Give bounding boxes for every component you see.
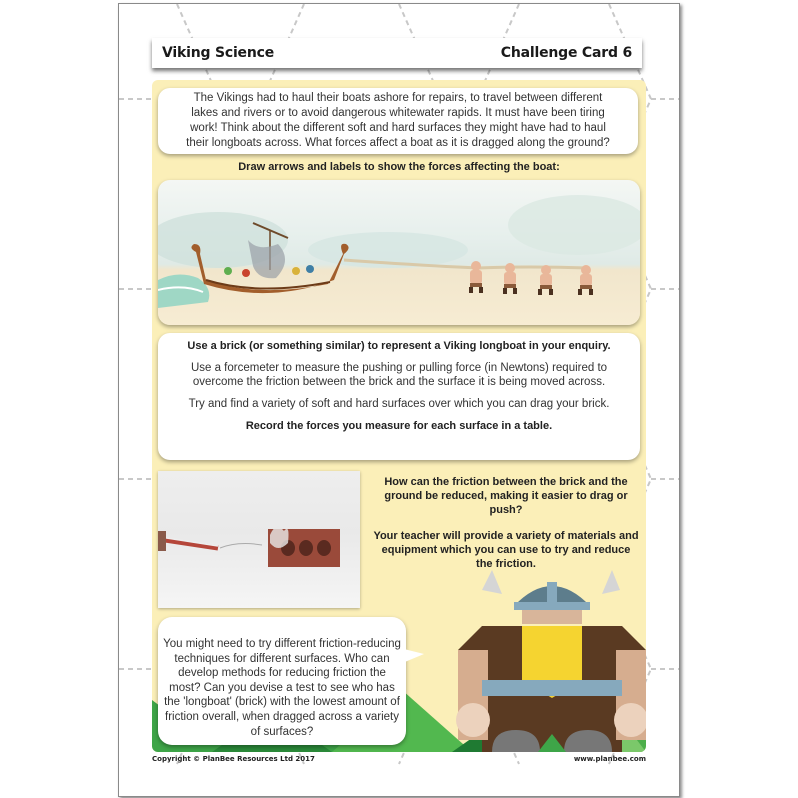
teacher-materials-text: Your teacher will provide a variety of materials and equipment which you can use to try and reduce the friction. xyxy=(373,530,639,570)
longboat-scene-graphic xyxy=(158,180,640,325)
enquiry-line: Use a forcemeter to measure the pushing or pulling force (in Newtons) required to xyxy=(190,362,608,374)
website-link[interactable]: www.planbee.com xyxy=(573,755,646,763)
friction-question-text: How can the friction between the brick and the ground be reduced, making it easier to drag or push? xyxy=(384,476,628,516)
intro-line: The Vikings had to haul their boats ashore for repairs, to travel between different xyxy=(193,92,603,104)
forcemeter-brick-graphic xyxy=(158,471,360,608)
forcemeter-brick-photo xyxy=(158,471,360,608)
enquiry-line: overcome the friction between the brick and the surface it is being moved across. xyxy=(192,376,606,388)
intro-line: work! Think about the different soft and hard surfaces they might have had to haul xyxy=(190,122,606,134)
intro-line: their longboats across. What forces affect a boat as it is dragged along the ground? xyxy=(186,137,610,149)
enquiry-forcemeter-text xyxy=(158,361,640,389)
copyright-text: Copyright © PlanBee Resources Ltd 2017 xyxy=(152,755,315,763)
worksheet-title: Viking Science xyxy=(162,45,274,61)
content-panel xyxy=(152,80,646,752)
intro-text-box xyxy=(158,88,638,154)
enquiry-heading: Use a brick (or something similar) to represent a Viking longboat in your enquiry. xyxy=(187,340,611,352)
longboat-hauling-illustration xyxy=(158,180,640,325)
friction-question xyxy=(372,475,640,583)
challenge-card-label: Challenge Card 6 xyxy=(500,45,632,61)
enquiry-surfaces-text: Try and find a variety of soft and hard surfaces over which you can drag your brick. xyxy=(188,398,610,410)
page-footer xyxy=(152,755,646,763)
enquiry-closing: Record the forces you measure for each surface in a table. xyxy=(245,420,553,432)
enquiry-instructions-box xyxy=(158,333,640,460)
viking-character-graphic xyxy=(452,570,646,752)
speech-bubble: You might need to try different friction-reducing techniques for different surfaces. Who can develop methods for reducing friction the most? Can you devise a test to see who has the 'longboat' (brick) with the lowest amount of friction overall, when dragged across a variety of surfaces? xyxy=(158,617,406,745)
intro-line: lakes and rivers or to avoid dangerous whitewater rapids. It must have been tiring xyxy=(191,107,605,119)
speech-bubble-tail xyxy=(400,648,424,664)
card-header xyxy=(152,38,642,68)
instruction-text: Draw arrows and labels to show the forces affecting the boat: xyxy=(238,161,560,173)
